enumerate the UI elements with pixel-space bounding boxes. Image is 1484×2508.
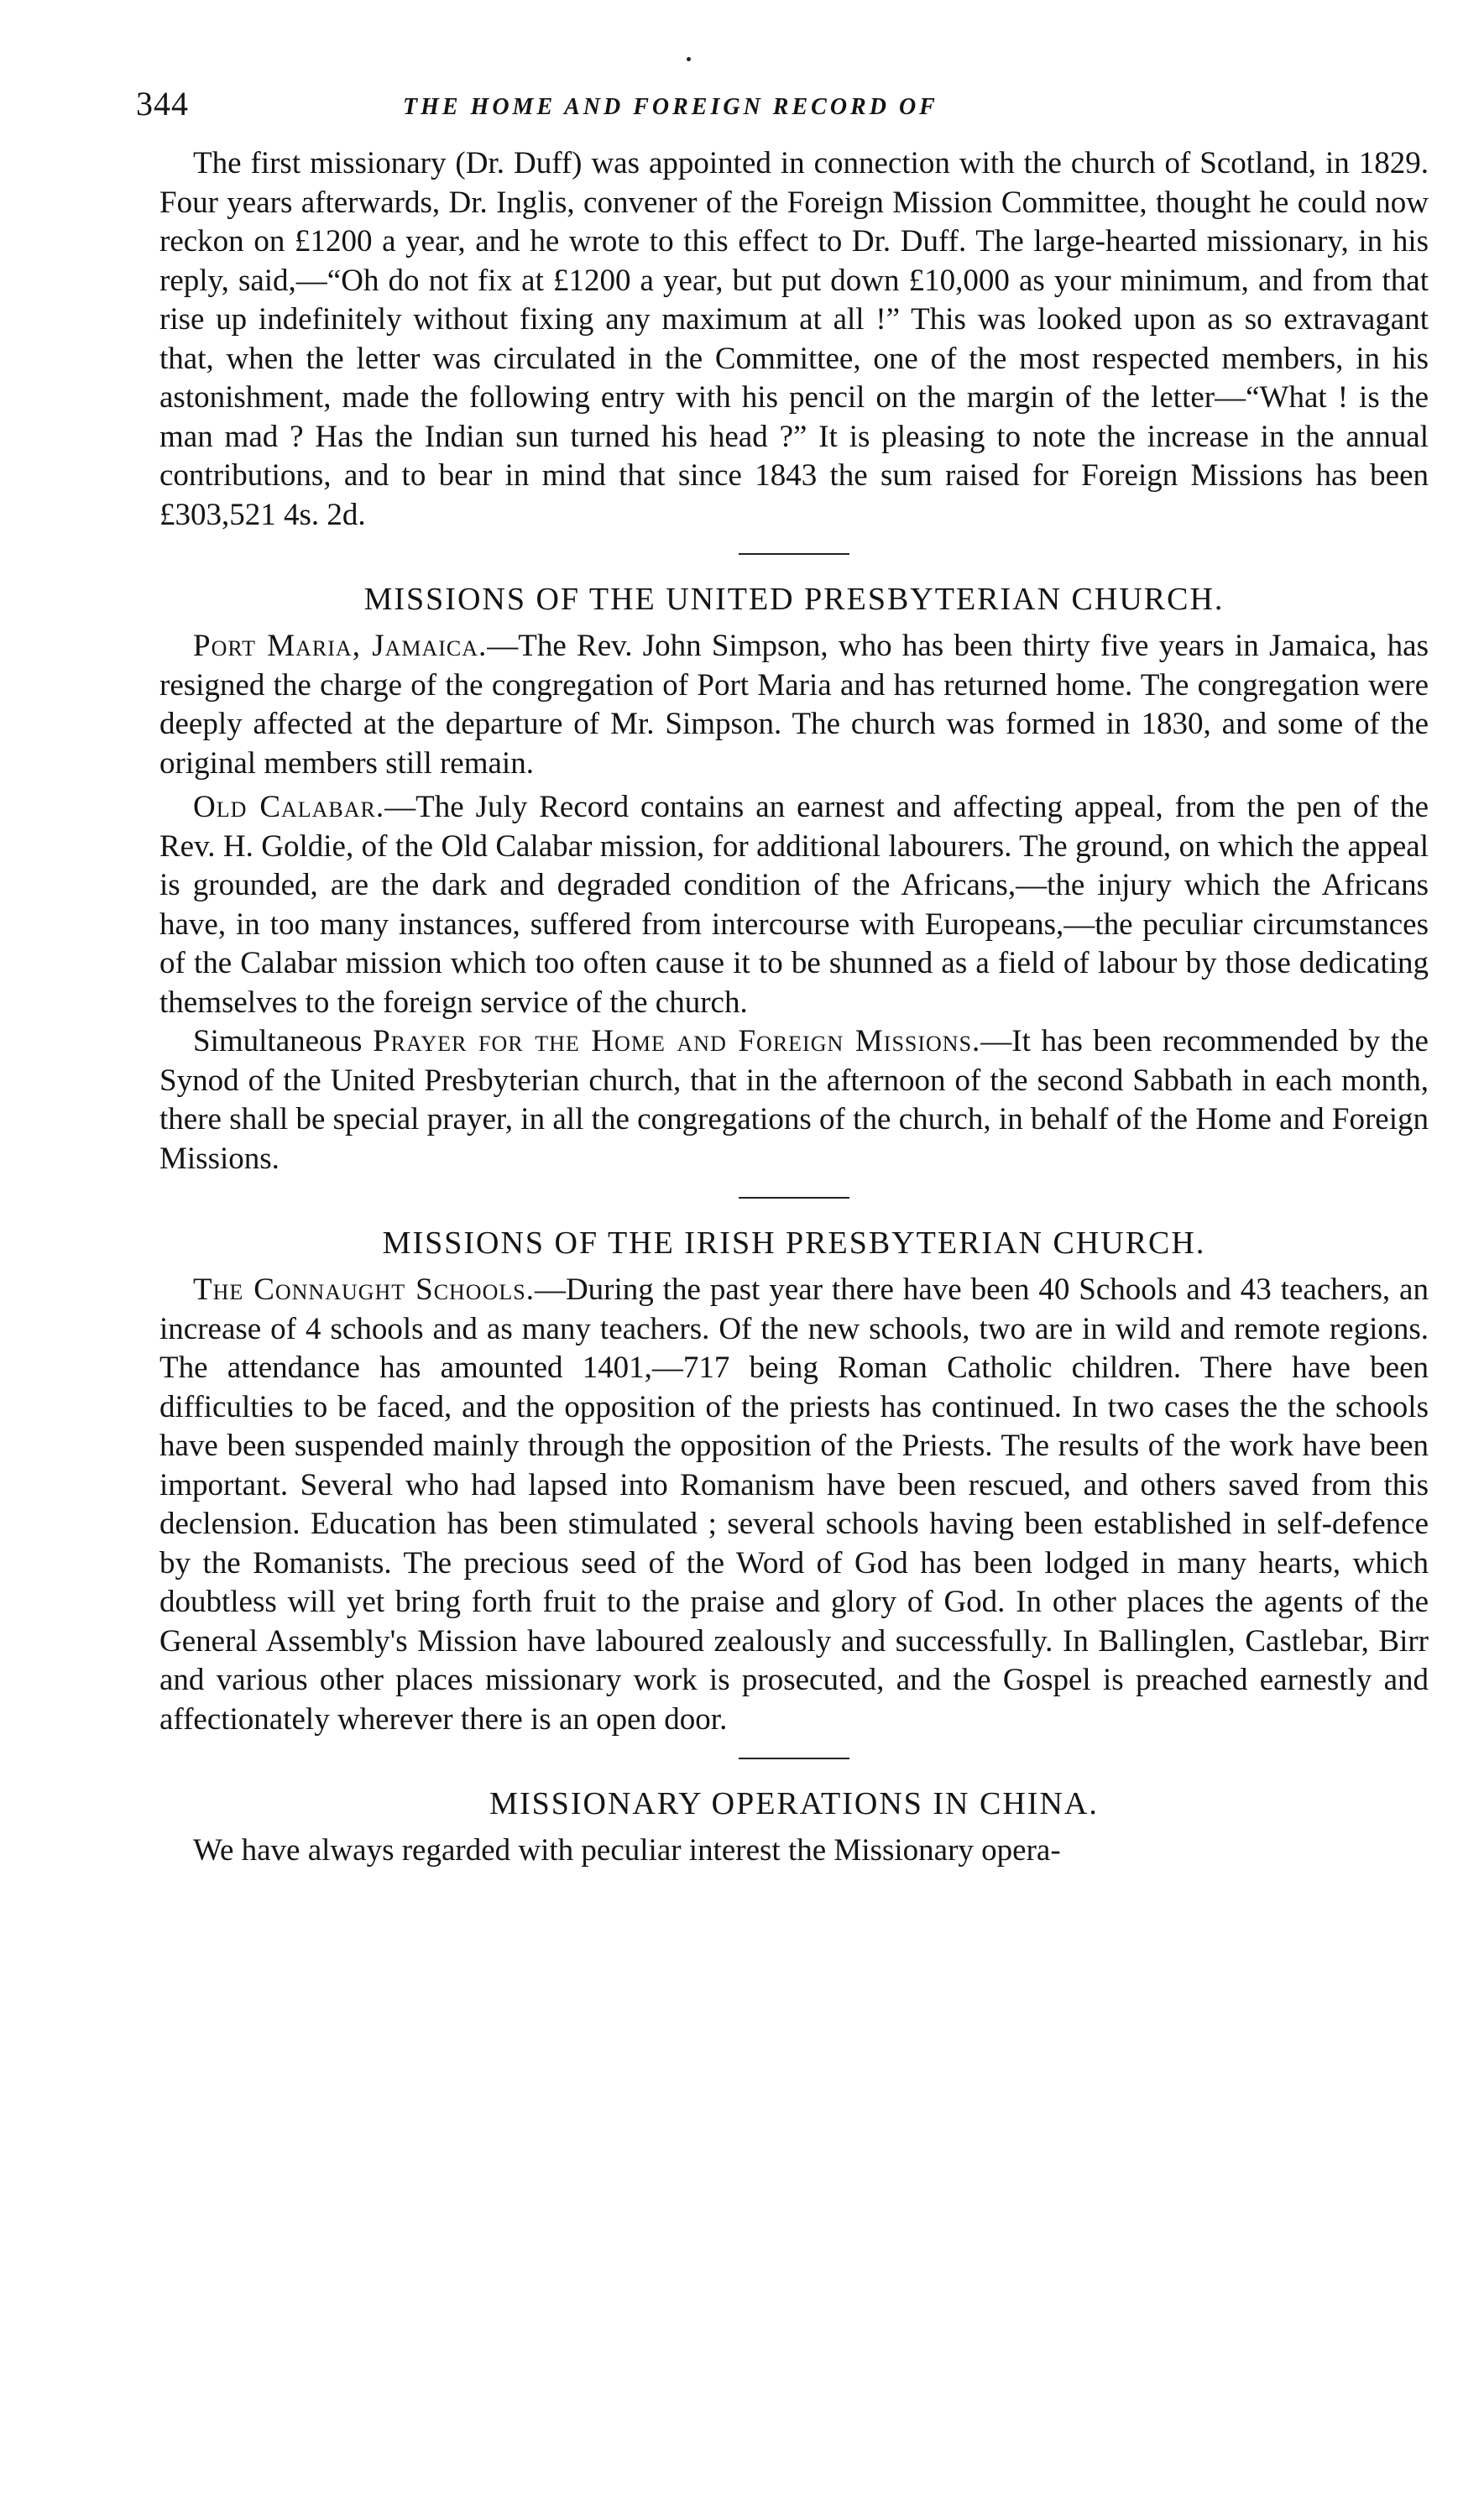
paragraph-text: —The July Record contains an earnest and affecting appeal, from the pen of the Rev. H. Goldie, of the Old Calabar mission, for additional labourers. The ground, on which the appeal is grounded, are the dark and degraded condition of the Africans,—the injury which the Africans have, in too many instances, suffered from intercourse with Europeans,—the peculiar circumstances of the Calabar mission which too often cause it to be shunned as a field of labour by those dedicating themselves to the foreign service of the church. — [159, 790, 1429, 1020]
paragraph-lead: Port Maria, Jamaica. — [193, 629, 488, 663]
running-title: THE HOME AND FOREIGN RECORD OF — [403, 94, 938, 120]
paragraph-lead: Old Calabar. — [193, 790, 385, 824]
paragraph-port-maria — [159, 627, 1429, 783]
section-title-china: MISSIONARY OPERATIONS IN CHINA. — [489, 1786, 1099, 1821]
section-divider — [739, 1197, 849, 1199]
paragraph-text: —It has been recommended by the Synod of the United Presbyterian church, that in the afternoon of the second Sabbath in each month, there shall be special prayer, in all the congregations of the church, in behalf of the Home and Foreign Missions. — [159, 1024, 1429, 1176]
section-title-irish-presbyterian: MISSIONS OF THE IRISH PRESBYTERIAN CHURCH. — [382, 1225, 1206, 1261]
paragraph-old-calabar — [159, 788, 1429, 1022]
paragraph-text: —During the past year there have been 40 Schools and 43 teachers, an increase of 4 schools and as many teachers. Of the new schools, two are in wild and remote regions. The attendance has amounted 1401,—717 being Roman Catholic children. There have been difficulties to be faced, and the opposition of the priests has continued. In two cases the the schools have been suspended mainly through the opposition of the Priests. The results of the work have been important. Several who had lapsed into Romanism have been rescued, and others saved from this declension. Education has been stimulated ; several schools having been established in self-defence by the Romanists. The precious seed of the Word of God has been lodged in many hearts, which doubtless will yet bring forth fruit to the praise and glory of God. In other places the agents of the General Assembly's Mission have laboured zealously and successfully. In Ballinglen, Castlebar, Birr and various other places missionary work is prosecuted, and the Gospel is preached earnestly and affectionately wherever there is an open door. — [159, 1272, 1429, 1737]
page-number: 344 — [136, 85, 189, 123]
book-page — [136, 84, 1429, 1871]
paragraph-connaught-schools — [159, 1271, 1429, 1739]
paragraph-lead: Prayer for the Home and Foreign Missions. — [373, 1024, 981, 1058]
section-title-united-presbyterian: MISSIONS OF THE UNITED PRESBYTERIAN CHURCH. — [363, 582, 1225, 617]
paragraph-text: —The Rev. John Simpson, who has been thirty five years in Jamaica, has resigned the charge of the congregation of Port Maria and has returned home. The congregation were deeply affected at the departure of Mr. Simpson. The church was formed in 1830, and some of the original members still remain. — [159, 629, 1429, 781]
intro-paragraph: The first missionary (Dr. Duff) was appointed in connection with the church of Scotland, in 1829. Four years afterwards, Dr. Inglis, convener of the Foreign Mission Committee, thought he could now reckon on £1200 a year, and he wrote to this effect to Dr. Duff. The large-hearted missionary, in his reply, said,—“Oh do not fix at £1200 a year, but put down £10,000 as your minimum, and from that rise up indefinitely without fixing any maximum at all !” This was looked upon as so extravagant that, when the letter was circulated in the Committee, one of the most respected members, in his astonishment, made the following entry with his pencil on the margin of the letter—“What ! is the man mad ? Has the Indian sun turned his head ?” It is pleasing to note the increase in the annual contributions, and to bear in mind that since 1843 the sum raised for Foreign Missions has been £303,521 4s. 2d. — [159, 146, 1429, 532]
paragraph-lead: The Connaught Schools. — [193, 1272, 535, 1307]
paragraph-prefix: Simultaneous — [193, 1024, 374, 1058]
paragraph-simultaneous-prayer — [159, 1022, 1429, 1178]
paragraph-china-opening: We have always regarded with peculiar interest the Missionary opera- — [193, 1833, 1061, 1868]
section-divider — [739, 1758, 849, 1759]
section-divider — [739, 553, 849, 555]
running-header — [136, 84, 1429, 144]
print-speck — [687, 57, 691, 61]
